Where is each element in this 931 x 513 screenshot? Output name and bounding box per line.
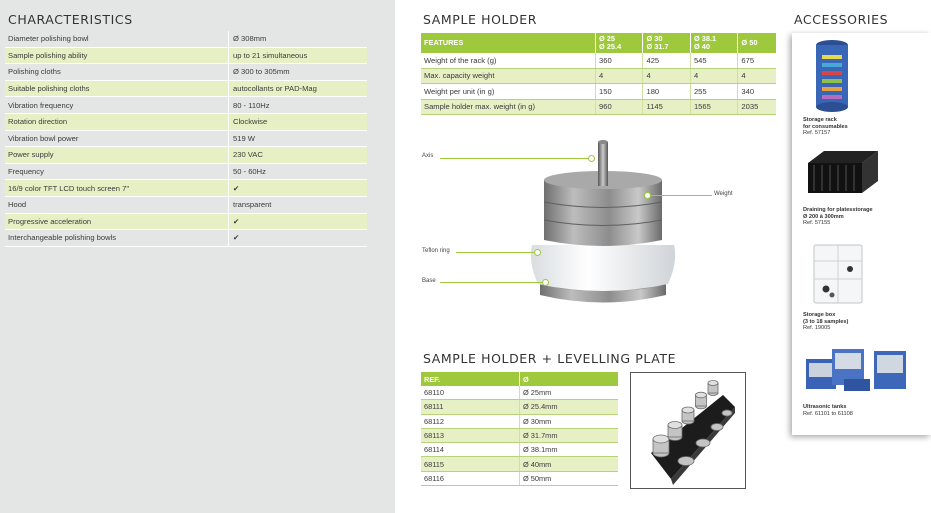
- column-header: Ø 25 Ø 25.4: [596, 33, 643, 53]
- characteristic-value: ✔: [229, 230, 368, 247]
- table-cell: 4: [690, 68, 737, 84]
- table-row: [5, 130, 367, 147]
- characteristic-label: Rotation direction: [5, 113, 229, 130]
- table-cell: Ø 38.1mm: [520, 443, 619, 457]
- axis-callout-line: [440, 158, 590, 159]
- table-cell: Max. capacity weight: [421, 68, 596, 84]
- table-row: [421, 443, 618, 457]
- table-cell: Ø 40mm: [520, 457, 619, 471]
- column-header: Ø: [520, 372, 619, 386]
- table-cell: 1145: [643, 99, 690, 115]
- table-cell: 545: [690, 53, 737, 68]
- table-row: [5, 196, 367, 213]
- table-cell: Ø 31.7mm: [520, 428, 619, 442]
- table-cell: Ø 25mm: [520, 386, 619, 400]
- accessories-title: ACCESSORIES: [794, 12, 889, 27]
- accessory-draining: [803, 207, 873, 227]
- teflon-label: Teflon ring: [422, 248, 450, 254]
- accessory-ref: Ref. 19005: [803, 325, 831, 332]
- base-callout-line: [440, 282, 544, 283]
- table-cell: 4: [643, 68, 690, 84]
- column-header: Ø 38.1 Ø 40: [690, 33, 737, 53]
- levelling-plate-image: [630, 372, 746, 489]
- characteristic-label: 16/9 color TFT LCD touch screen 7'': [5, 180, 229, 197]
- table-cell: 68116: [421, 471, 520, 485]
- table-row: [5, 113, 367, 130]
- teflon-callout-line: [456, 252, 536, 253]
- teflon-callout-dot: [534, 249, 541, 256]
- table-row: [5, 64, 367, 81]
- sample-holder-image: [420, 140, 750, 310]
- table-cell: 68112: [421, 414, 520, 428]
- characteristic-label: Interchangeable polishing bowls: [5, 230, 229, 247]
- characteristic-label: Vibration bowl power: [5, 130, 229, 147]
- table-cell: 68115: [421, 457, 520, 471]
- characteristic-value: ✔: [229, 180, 368, 197]
- table-row: [5, 230, 367, 247]
- table-row: [421, 414, 618, 428]
- characteristic-value: Ø 308mm: [229, 31, 368, 47]
- weight-callout-dot: [644, 192, 651, 199]
- characteristic-value: 230 VAC: [229, 147, 368, 164]
- weight-label: Weight: [714, 191, 733, 197]
- table-cell: 340: [738, 84, 776, 100]
- table-row: [421, 53, 776, 68]
- storage-box-image: [814, 245, 862, 303]
- accessory-ultrasonic: [803, 404, 853, 417]
- levelling-plate-table: [421, 372, 618, 486]
- characteristic-label: Frequency: [5, 163, 229, 180]
- table-row: [421, 428, 618, 442]
- table-row: [421, 386, 618, 400]
- table-cell: 150: [596, 84, 643, 100]
- characteristic-value: 50 - 60Hz: [229, 163, 368, 180]
- table-row: [421, 471, 618, 485]
- table-cell: 675: [738, 53, 776, 68]
- table-row: [5, 80, 367, 97]
- characteristic-value: Clockwise: [229, 113, 368, 130]
- table-row: [5, 147, 367, 164]
- table-cell: 68110: [421, 386, 520, 400]
- storage-rack-image: [816, 40, 848, 112]
- characteristics-table: [5, 31, 367, 247]
- accessory-name-sub: Ø 200 à 300mm: [803, 213, 844, 220]
- table-row: [5, 213, 367, 230]
- table-cell: 1565: [690, 99, 737, 115]
- accessory-name: Storage rack: [803, 117, 837, 123]
- characteristic-label: Sample polishing ability: [5, 47, 229, 64]
- table-cell: 425: [643, 53, 690, 68]
- axis-label: Axis: [422, 153, 434, 159]
- table-row: [5, 180, 367, 197]
- table-cell: Ø 30mm: [520, 414, 619, 428]
- table-cell: Ø 50mm: [520, 471, 619, 485]
- table-cell: Ø 25.4mm: [520, 400, 619, 414]
- table-cell: 68113: [421, 428, 520, 442]
- accessories-images: [792, 33, 931, 435]
- axis-callout-dot: [588, 155, 595, 162]
- table-row: [5, 163, 367, 180]
- accessory-ref: Ref. 57157: [803, 130, 831, 137]
- characteristic-label: Hood: [5, 196, 229, 213]
- base-callout-dot: [542, 279, 549, 286]
- table-cell: 4: [596, 68, 643, 84]
- accessory-name: Ultrasonic tanks: [803, 404, 847, 410]
- table-cell: 4: [738, 68, 776, 84]
- accessories-panel: [792, 33, 931, 435]
- characteristic-label: Power supply: [5, 147, 229, 164]
- table-cell: Weight per unit (in g): [421, 84, 596, 100]
- characteristic-value: up to 21 simultaneous: [229, 47, 368, 64]
- draining-rack-image: [808, 151, 878, 193]
- table-row: [5, 47, 367, 64]
- weight-callout-line: [646, 195, 712, 196]
- table-cell: 68114: [421, 443, 520, 457]
- accessory-name-sub: for consumables: [803, 123, 848, 130]
- table-cell: 360: [596, 53, 643, 68]
- accessory-storage-box: [803, 312, 848, 332]
- characteristics-title: CHARACTERISTICS: [8, 12, 133, 27]
- table-row: [421, 457, 618, 471]
- column-header: Ø 30 Ø 31.7: [643, 33, 690, 53]
- levelling-plate-title: SAMPLE HOLDER + LEVELLING PLATE: [423, 351, 677, 366]
- ultrasonic-tanks-image: [806, 349, 906, 391]
- characteristic-value: Ø 300 to 305mm: [229, 64, 368, 81]
- characteristic-value: transparent: [229, 196, 368, 213]
- characteristic-label: Suitable polishing cloths: [5, 80, 229, 97]
- table-row: [421, 84, 776, 100]
- sample-holder-table: [421, 33, 776, 115]
- characteristic-label: Vibration frequency: [5, 97, 229, 114]
- table-row: [5, 97, 367, 114]
- accessory-name: Draining for platesstorage: [803, 207, 873, 213]
- table-cell: 2035: [738, 99, 776, 115]
- table-row: [421, 99, 776, 115]
- characteristic-label: Diameter polishing bowl: [5, 31, 229, 47]
- sample-holder-diagram: [420, 140, 750, 310]
- column-header: Ø 50: [738, 33, 776, 53]
- table-row: [421, 68, 776, 84]
- column-header: REF.: [421, 372, 520, 386]
- accessory-name-sub: (3 to 18 samples): [803, 318, 849, 325]
- accessory-storage-rack: [803, 117, 848, 137]
- accessory-ref: Ref. 57155: [803, 220, 831, 227]
- column-header: FEATURES: [421, 33, 596, 53]
- table-cell: 255: [690, 84, 737, 100]
- characteristic-label: Progressive acceleration: [5, 213, 229, 230]
- table-cell: Sample holder max. weight (in g): [421, 99, 596, 115]
- characteristic-value: 80 - 110Hz: [229, 97, 368, 114]
- characteristic-value: 519 W: [229, 130, 368, 147]
- accessory-ref: Ref. 61101 to 61108: [803, 410, 853, 417]
- characteristic-value: ✔: [229, 213, 368, 230]
- characteristic-label: Polishing cloths: [5, 64, 229, 81]
- sample-holder-title: SAMPLE HOLDER: [423, 12, 538, 27]
- base-label: Base: [422, 278, 436, 284]
- table-cell: 180: [643, 84, 690, 100]
- table-row: [421, 400, 618, 414]
- table-cell: Weight of the rack (g): [421, 53, 596, 68]
- characteristic-value: autocollants or PAD-Mag: [229, 80, 368, 97]
- accessory-name: Storage box: [803, 312, 836, 318]
- table-row: [5, 31, 367, 47]
- table-cell: 960: [596, 99, 643, 115]
- table-cell: 68111: [421, 400, 520, 414]
